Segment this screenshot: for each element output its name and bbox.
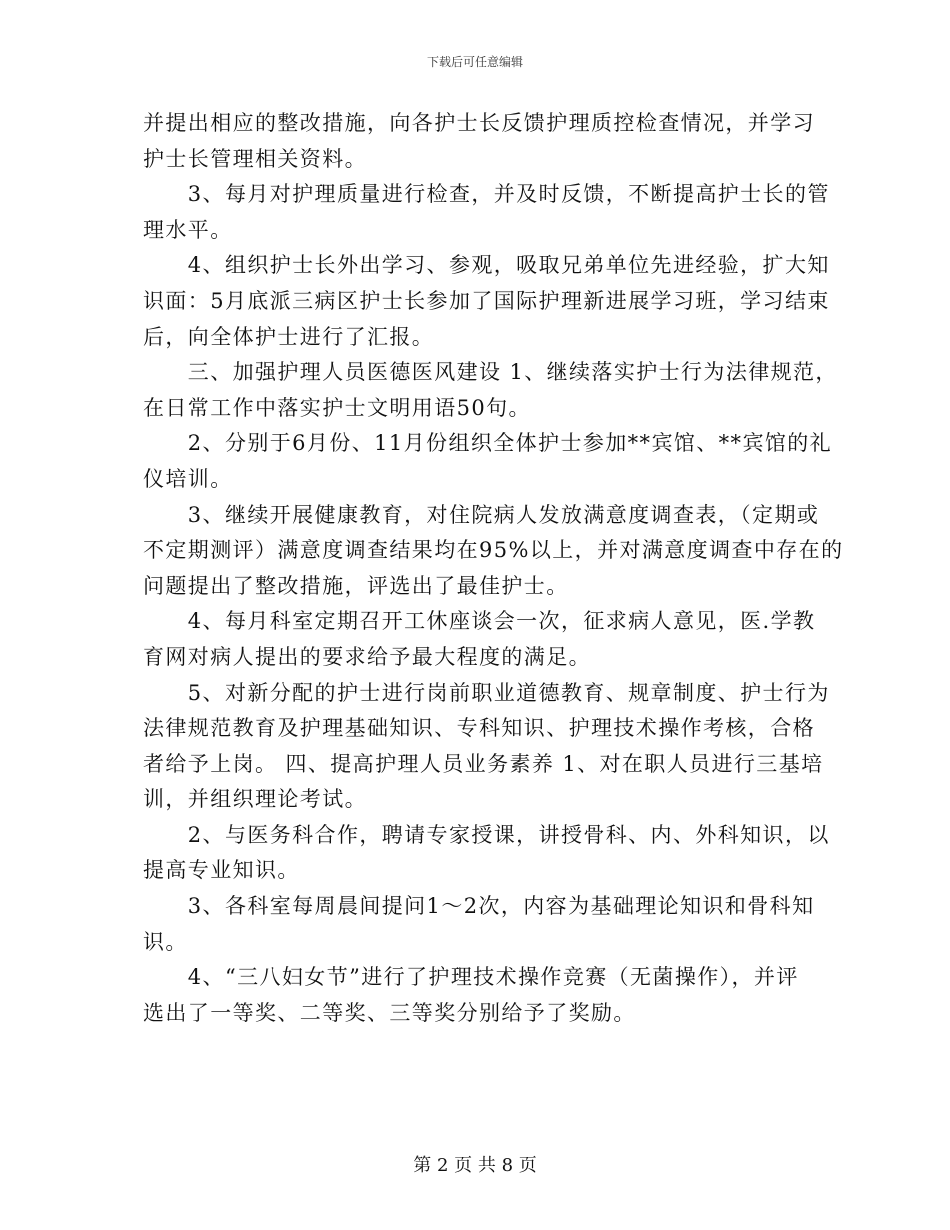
- body-line: 者给予上岗。 四、提高护理人员业务素养 1、对在职人员进行三基培: [143, 751, 824, 776]
- body-line: 护士长管理相关资料。: [143, 146, 367, 171]
- body-line: 2、与医务科合作，聘请专家授课，讲授骨科、内、外科知识，以: [143, 822, 830, 847]
- body-line: 训，并组织理论考试。: [143, 787, 367, 812]
- body-line: 5、对新分配的护士进行岗前职业道德教育、规章制度、护士行为: [143, 680, 830, 705]
- body-line: 仪培训。: [143, 466, 233, 491]
- body-line: 育网对病人提出的要求给予最大程度的满足。: [143, 644, 591, 669]
- body-line: 提高专业知识。: [143, 858, 300, 883]
- body-line: 后，向全体护士进行了汇报。: [143, 324, 435, 349]
- body-line: 识面：5月底派三病区护士长参加了国际护理新进展学习班，学习结束: [143, 288, 830, 313]
- body-line: 3、每月对护理质量进行检查，并及时反馈，不断提高护士长的管: [143, 182, 830, 207]
- body-line: 不定期测评）满意度调查结果均在95%以上，并对满意度调查中存在的: [143, 538, 844, 563]
- body-line: 4、组织护士长外出学习、参观，吸取兄弟单位先进经验，扩大知: [143, 253, 830, 278]
- body-line: 4、“三八妇女节”进行了护理技术操作竞赛（无菌操作），并评: [143, 965, 799, 990]
- body-line: 并提出相应的整改措施，向各护士长反馈护理质控检查情况，并学习: [143, 111, 815, 135]
- document-body: [143, 106, 844, 1031]
- body-line: 法律规范教育及护理基础知识、专科知识、护理技术操作考核，合格: [143, 716, 815, 741]
- body-line: 问题提出了整改措施，评选出了最佳护士。: [143, 573, 569, 598]
- body-line: 理水平。: [143, 217, 233, 242]
- body-line: 4、每月科室定期召开工休座谈会一次，征求病人意见，医.学教: [143, 609, 816, 634]
- body-line: 三、加强护理人员医德医风建设 1、继续落实护士行为法律规范，: [143, 360, 838, 385]
- body-line: 识。: [143, 929, 188, 954]
- page-number-footer: 第 2 页 共 8 页: [413, 1155, 537, 1176]
- body-line: 2、分别于6月份、11月份组织全体护士参加**宾馆、**宾馆的礼: [143, 431, 833, 456]
- body-line: 3、继续开展健康教育，对住院病人发放满意度调查表，（定期或: [143, 502, 820, 527]
- page-header-note: 下载后可任意编辑: [426, 55, 523, 69]
- body-line: 在日常工作中落实护士文明用语50句。: [143, 395, 531, 420]
- body-line: 选出了一等奖、二等奖、三等奖分别给予了奖励。: [143, 1000, 636, 1025]
- body-line: 3、各科室每周晨间提问1～2次，内容为基础理论知识和骨科知: [143, 894, 815, 919]
